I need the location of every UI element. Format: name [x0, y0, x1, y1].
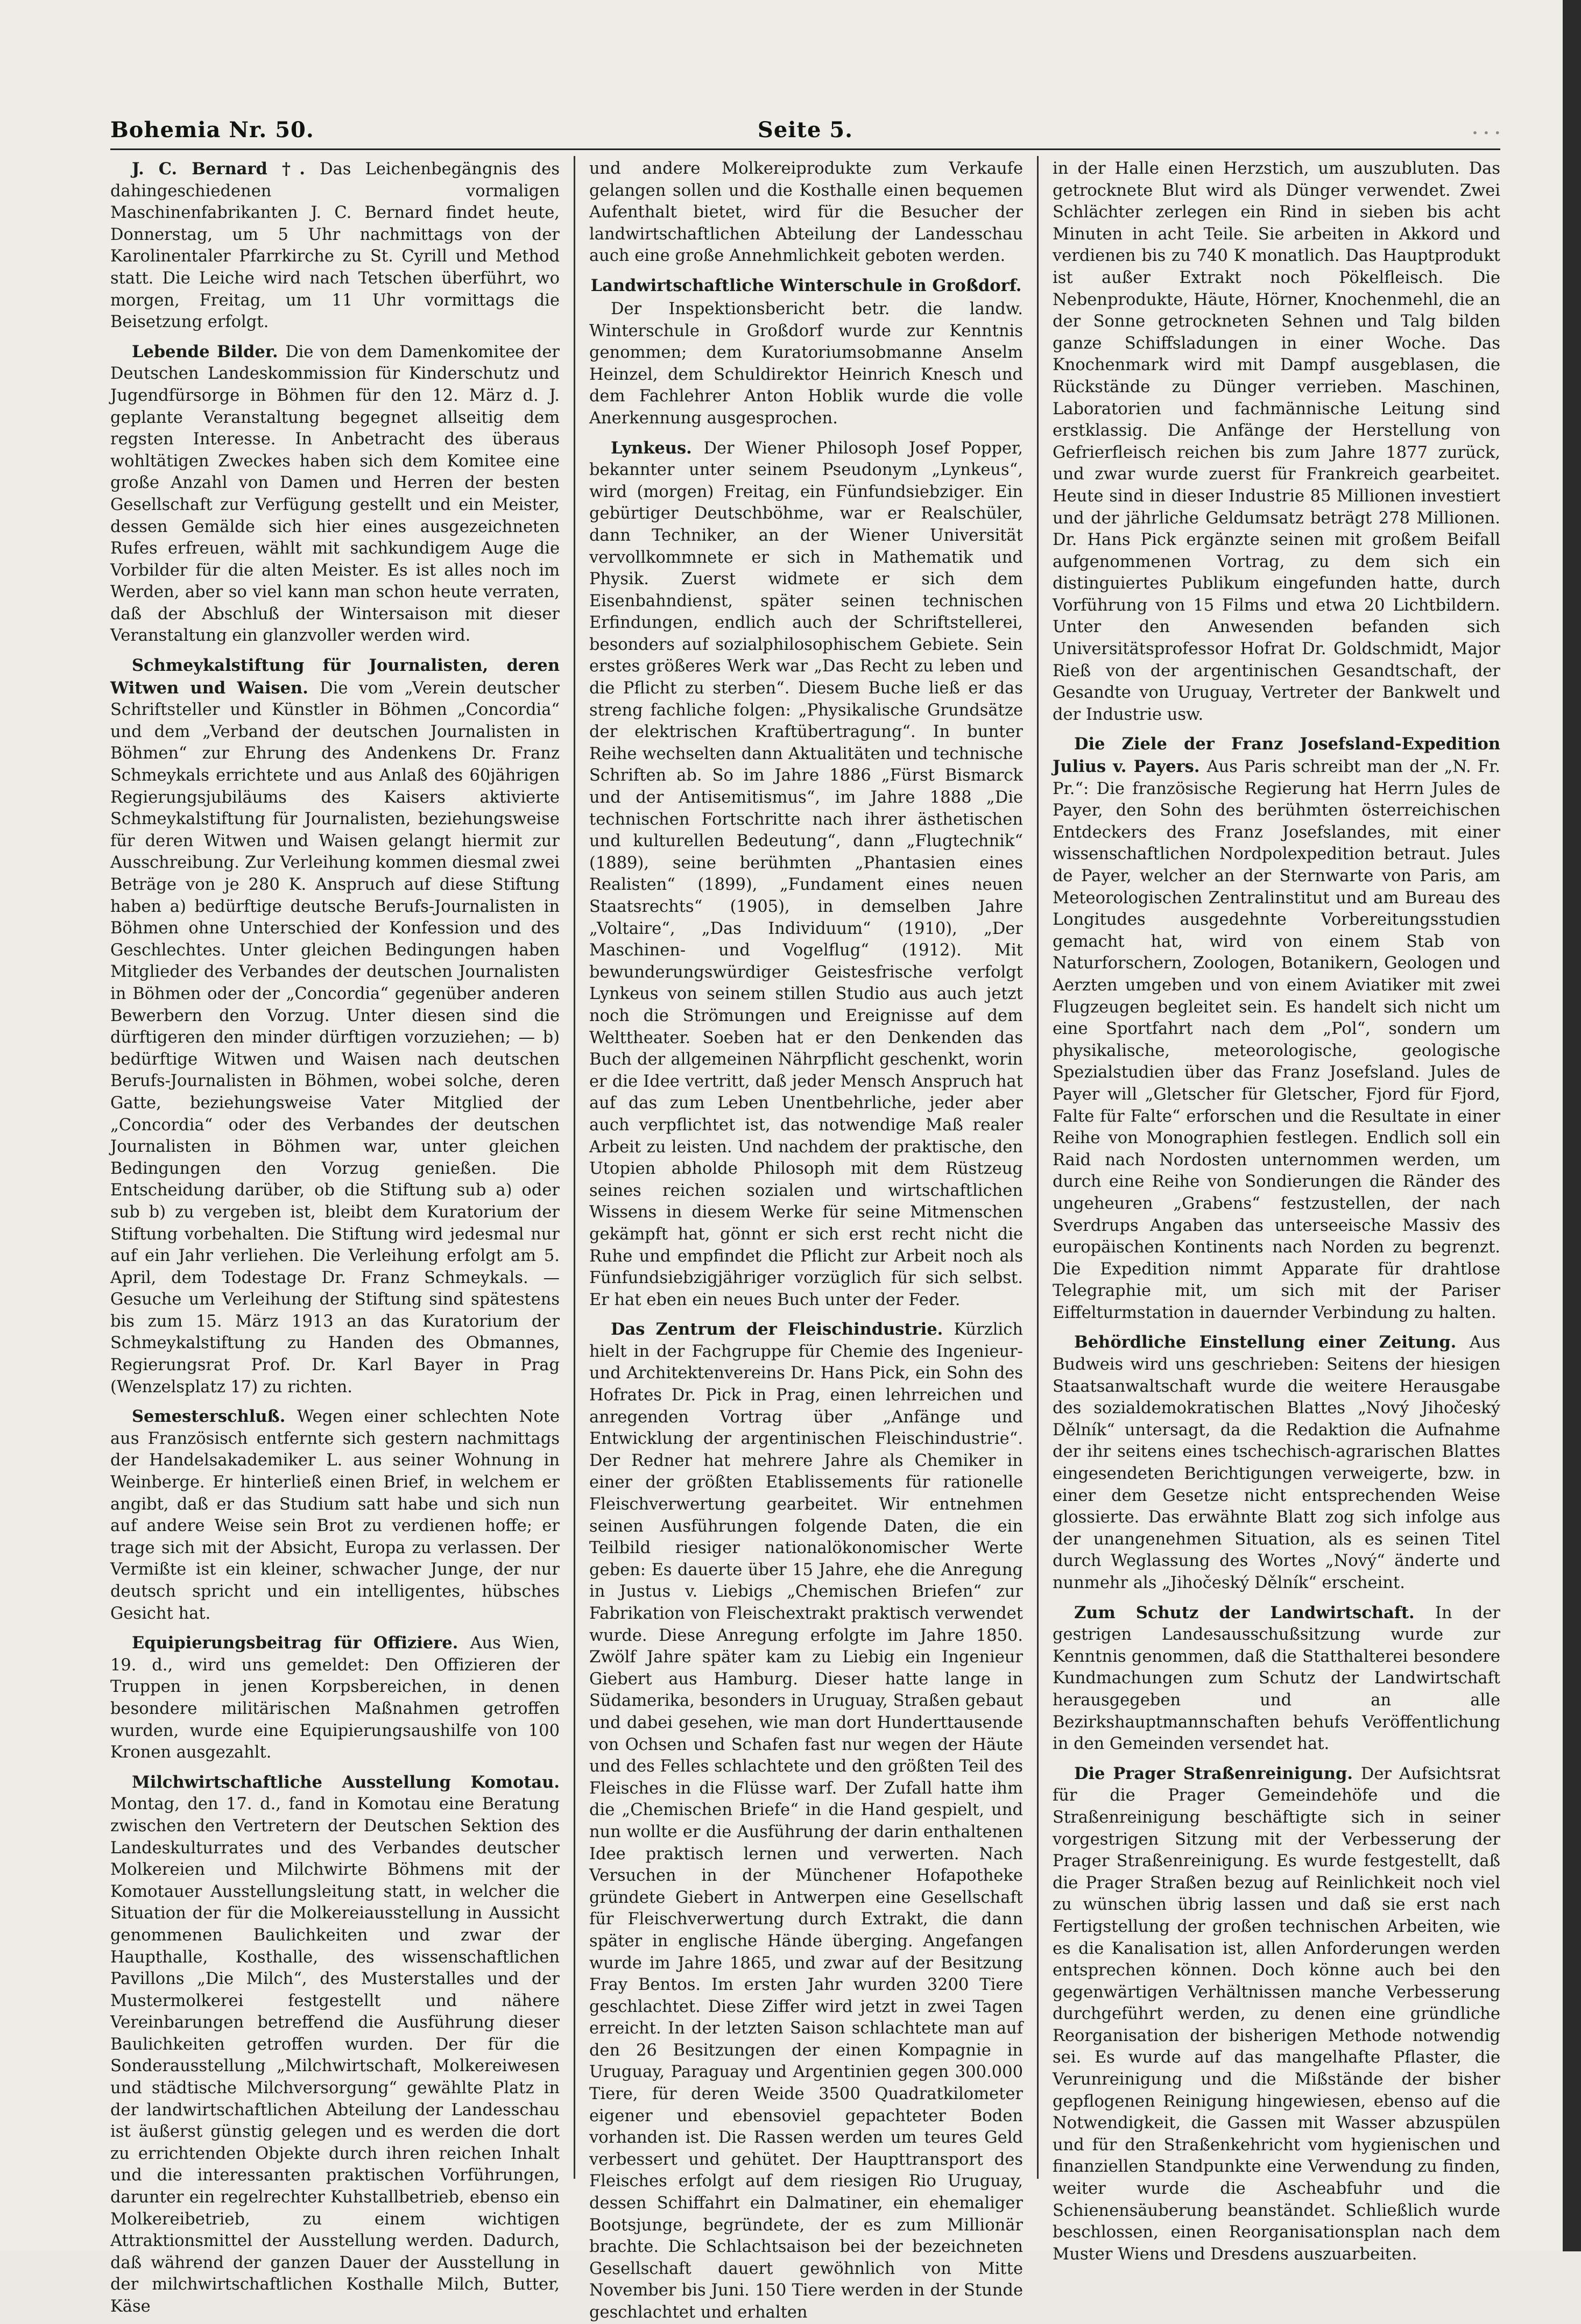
- article-body: [110, 655, 560, 1398]
- article: [110, 158, 560, 334]
- article-lead: Schmeykalstiftung für Journalisten, deren Witwen und Waisen.: [110, 656, 560, 698]
- article-lead: Die Ziele der Franz Josefsland-Expedition Julius v. Payers.: [1053, 734, 1500, 777]
- article-text: Der Wiener Philosoph Josef Popper, bekannter unter seinem Pseudonym „Lynkeus“, wird (morgen) Freitag, ein Fünfundsiebziger. Ein gebürtiger Deutschböhme, war er Realschüler, dann Techniker, an der Wiener Universität vervollkommnete er sich in Mathematik und Physik. Zuerst widmete er sich dem Eisenbahndienst, später seinen technischen Erfindungen, endlich auch der Schriftstellerei, besonders auf sozialphilosophischem Gebiete. Sein erstes größeres Werk war „Das Recht zu leben und die Pflicht zu sterben“. Diesem Buche ließ er das streng fachliche folgen: „Physikalische Grundsätze der elektrischen Kraftübertragung“. In bunter Reihe wechselten dann Aktualitäten und technische Schriften ab. So im Jahre 1886 „Fürst Bismarck und der Antisemitismus“, im Jahre 1888 „Die technischen Fortschritte nach ihrer ästhetischen und kulturellen Bedeutung“, dann „Flugtechnik“ (1889), seine berühmten „Phantasien eines Realisten“ (1899), „Fundament eines neuen Staatsrechts“ (1905), in demselben Jahre „Voltaire“, „Das Individuum“ (1910), „Der Maschinen- und Vogelflug“ (1912). Mit bewunderungswürdiger Geistesfrische verfolgt Lynkeus von seinem stillen Studio aus auch jetzt noch die Strömungen und Ereignisse auf dem Welttheater. Soeben hat er den Denkenden das Buch der allgemeinen Nährpflicht geschenkt, worin er die Idee vertritt, daß jeder Mensch Anspruch hat auf das zum Leben Unentbehrliche, jeder aber auch verpflichtet ist, das notwendige Maß realer Arbeit zu leisten. Und nachdem der praktische, den Utopien abholde Philosoph mit dem Rüstzeug seines reichen sozialen und wirtschaftlichen Wissens in diesem Werke für seine Mitmenschen gekämpft hat, gönnt er sich erst recht nicht die Ruhe und empfindet die Pflicht zur Arbeit noch als Fünfundsiebzigjähriger vorzüglich für sich selbst. Er hat eben ein neues Buch unter der Feder.: [589, 438, 1023, 1309]
- article-text: Aus Budweis wird uns geschrieben: Seitens der hiesigen Staatsanwaltschaft wurde die weitere Herausgabe des sozialdemokratischen Blattes „Nový Jihočeský Dělník“ untersagt, da die Redaktion die Aufnahme der ihr seitens eines tschechisch-agrarischen Blattes eingesendeten Berichtigungen verweigerte, bzw. in einer dem Gesetze nicht entsprechenden Weise glossierte. Das erwähnte Blatt zog sich infolge aus der unangenehmen Situation, als es seinen Titel durch Weglassung des Wortes „Nový“ änderte und nunmehr als „Jihočeský Dělník“ erscheint.: [1053, 1333, 1500, 1592]
- article: [1053, 1602, 1500, 1755]
- article: [1053, 1763, 1500, 2266]
- article-body: [110, 341, 560, 647]
- article: [589, 275, 1023, 430]
- article-body: [589, 299, 1023, 430]
- article: [110, 655, 560, 1398]
- article-body: [110, 1632, 560, 1764]
- header-rule: [110, 148, 1500, 150]
- article-text: und andere Molkereiprodukte zum Verkaufe gelangen sollen und die Kosthalle einen bequemen Aufenthalt bietet, wird für die Besucher der landwirtschaftlichen Abteilung der Landesschau auch eine große Annehmlichkeit geboten werden.: [589, 159, 1023, 266]
- article-text: Wegen einer schlechten Note aus Französisch entfernte sich gestern nachmittags der Handelsakademiker L. aus seiner Wohnung in Weinberge. Er hinterließ einen Brief, in welchem er angibt, daß er das Studium satt habe und sich nun auf andere Weise sein Brot zu verdienen hoffe; er trage sich mit der Absicht, Europa zu verlassen. Der Vermißte ist ein kleiner, schwacher Junge, der nur deutsch spricht und ein intelligentes, hübsches Gesicht hat.: [110, 1407, 560, 1623]
- article-lead: Semesterschluß.: [132, 1407, 297, 1427]
- article-lead: Die Prager Straßenreinigung.: [1074, 1763, 1361, 1783]
- article-body: [589, 437, 1023, 1312]
- article: [1053, 1331, 1500, 1594]
- article-body: [1053, 1331, 1500, 1594]
- article-headline: Landwirtschaftliche Winterschule in Großdorf.: [590, 275, 1022, 295]
- article-text: Die von dem Damenkomitee der Deutschen Landeskommission für Kinderschutz und Jugendfürsorge in Böhmen für den 12. März d. J. geplante Veranstaltung begegnet allseitig dem regsten Interesse. In Anbetracht des überaus wohltätigen Zweckes haben sich dem Komitee eine große Anzahl von Damen und Herren der besten Gesellschaft zur Verfügung gestellt und ein Meister, dessen Gemälde sich hier eines ausgezeichneten Rufes erfreuen, wählt mit sachkundigem Auge die Vorbilder für die alten Meister. Es ist alles noch im Werden, aber so viel kann man schon heute verraten, daß der Abschluß der Wintersaison mit dieser Veranstaltung ein glanzvoller werden wird.: [110, 342, 560, 646]
- article-body: [110, 1772, 560, 2318]
- column-3: [1037, 156, 1501, 2264]
- article: [110, 1632, 560, 1764]
- article-body: [1053, 733, 1500, 1324]
- column-2: [574, 156, 1037, 2322]
- article-body: [589, 1319, 1023, 2323]
- article-text: Das Leichenbegängnis des dahingeschiedenen vormaligen Maschinenfabrikanten J. C. Bernard findet heute, Donnerstag, um 5 Uhr nachmittags von der Karolinentaler Pfarrkirche zu St. Cyrill und Method statt. Die Leiche wird nach Tetschen überführt, wo morgen, Freitag, um 11 Uhr vormittags die Beisetzung erfolgt.: [110, 160, 560, 332]
- article-body: [1053, 1602, 1500, 1755]
- article-text: Kürzlich hielt in der Fachgruppe für Chemie des Ingenieur- und Architektenvereins Dr. Hans Pick, ein Sohn des Hofrates Dr. Pick in Prag, einen lehrreichen und anregenden Vortrag über „Anfänge und Entwicklung der argentinischen Fleischindustrie“. Der Redner hat mehrere Jahre als Chemiker in einer der größten Etablissements für rationelle Fleischverwertung gearbeitet. Wir entnehmen seinen Ausführungen folgende Daten, die ein Teilbild riesiger nationalökonomischer Werte geben: Es dauerte über 15 Jahre, ehe die Anregung in Justus v. Liebigs „Chemischen Briefen“ zur Fabrikation von Fleischextrakt praktisch verwendet wurde. Diese Anregung erfolgte im Jahre 1850. Zwölf Jahre später kam zu Liebig ein Ingenieur Giebert aus Hamburg. Dieser hatte lange in Südamerika, besonders in Uruguay, Straßen gebaut und dabei gesehen, wie man dort Hunderttausende von Ochsen und Schafen fast nur wegen der Häute und des Felles schlachtete und den größten Teil des Fleisches in die Flüsse warf. Der Zufall hatte ihm die „Chemischen Briefe“ in die Hand gespielt, und nun wollte er die Ausführung der darin enthaltenen Idee praktisch lernen und verwerten. Nach Versuchen in der Münchener Hofapotheke gründete Giebert in Antwerpen eine Gesellschaft für Fleischverwertung durch Extrakt, die dann später in englische Hände überging. Angefangen wurde im Jahre 1865, und zwar auf der Besitzung Fray Bentos. Im ersten Jahr wurden 3200 Tiere geschlachtet. Diese Ziffer wird jetzt in zwei Tagen erreicht. In der letzten Saison schlachtete man auf den 26 Besitzungen der einen Kompagnie in Uruguay, Paraguay und Argentinien gegen 300.000 Tiere, für deren Weide 3500 Quadratkilometer eigener und ebensoviel gepachteter Boden vorhanden ist. Die Rassen werden um teures Geld verbessert und gehütet. Der Haupttransport des Fleisches erfolgt auf dem riesigen Rio Uruguay, dessen Schiffahrt ein Dalmatiner, ein ehemaliger Bootsjunge, begründete, der es zum Millionär brachte. Die Schlachtsaison bei der bezeichneten Gesellschaft dauert gewöhnlich von Mitte November bis Juni. 150 Tiere werden in der Stunde geschlachtet und erhalten: [589, 1320, 1023, 2322]
- article-lead: Lebende Bilder.: [132, 342, 286, 362]
- column-1: [110, 156, 574, 2316]
- article: [110, 341, 560, 647]
- scan-edge: [1563, 0, 1581, 2251]
- article: [1053, 733, 1500, 1324]
- article: [110, 1772, 560, 2318]
- header-marks: · · ·: [1472, 124, 1500, 143]
- article-lead: Zum Schutz der Landwirtschaft.: [1074, 1603, 1435, 1622]
- masthead-issue: Bohemia Nr. 50.: [110, 117, 314, 143]
- article: [589, 437, 1023, 1312]
- article-lead: Das Zentrum der Fleischindustrie.: [611, 1320, 954, 1340]
- article-lead: Lynkeus.: [611, 438, 704, 458]
- article-lead: Behördliche Einstellung einer Zeitung.: [1074, 1333, 1470, 1352]
- article-text: Der Aufsichtsrat für die Prager Gemeindehöfe und die Straßenreinigung beschäftigte sich in seiner vorgestrigen Sitzung mit der Verbesserung der Prager Straßenreinigung. Es wurde festgestellt, daß die Prager Straßen bezug auf Reinlichkeit noch viel zu wünschen übrig lassen und daß sie erst nach Fertigstellung der großen technischen Arbeiten, wie es die Kanalisation ist, allen Anforderungen werden entsprechen können. Doch könne auch bei den gegenwärtigen Verhältnissen manche Verbesserung durchgeführt werden, zu denen eine gründliche Reorganisation der bisherigen Methode notwendig sei. Es wurde auf das mangelhafte Pflaster, die Verunreinigung und die Mißstände der bisher gepflogenen Reinigung hingewiesen, ebenso auf die Notwendigkeit, die Gassen mit Wasser abzuspülen und für den Straßenkehricht vom hygienischen und finanziellen Standpunkte eine Verwendung zu finden, weiter wurde die Ascheabfuhr und die Schienensäuberung beanständet. Schließlich wurde beschlossen, einen Reorganisationsplan nach dem Muster Wiens und Dresdens auszuarbeiten.: [1053, 1764, 1500, 2264]
- article: [1053, 158, 1500, 726]
- article-body: [110, 1406, 560, 1625]
- article-text: In der gestrigen Landesausschußsitzung wurde zur Kenntnis genommen, daß die Statthalterei besondere Kundmachungen zum Schutz der Landwirtschaft herausgegeben und an alle Bezirkshauptmannschaften behufs Veröffentlichung in den Gemeinden versendet hat.: [1053, 1603, 1500, 1754]
- article-body: [1053, 158, 1500, 726]
- article: [589, 1319, 1023, 2323]
- article-body: [110, 158, 560, 334]
- page-number: Seite 5.: [757, 117, 853, 143]
- article-body: [1053, 1763, 1500, 2266]
- article-text: Die vom „Verein deutscher Schriftsteller und Künstler in Böhmen „Concordia“ und dem „Verband der deutschen Journalisten in Böhmen“ zur Ehrung des Andenkens Dr. Franz Schmeykals errichtete und aus Anlaß des 60jährigen Regierungsjubiläums des Kaisers aktivierte Schmeykalstiftung für Journalisten, beziehungsweise für deren Witwen und Waisen gelangt hiermit zur Ausschreibung. Zur Verleihung kommen diesmal zwei Beträge von je 280 K. Anspruch auf diese Stiftung haben a) bedürftige deutsche Berufs-Journalisten in Böhmen ohne Unterschied der Konfession und des Geschlechtes. Unter gleichen Bedingungen haben Mitglieder des Verbandes der deutschen Journalisten in Böhmen oder der „Concordia“ gegenüber anderen Bewerbern den Vorzug. Unter diesen sind die dürftigeren den minder dürftigen vorzuziehen; — b) bedürftige Witwen und Waisen nach deutschen Berufs-Journalisten in Böhmen, wobei solche, deren Gatte, beziehungsweise Vater Mitglied der „Concordia“ oder des Verbandes der deutschen Journalisten in Böhmen war, unter gleichen Bedingungen den Vorzug genießen. Die Entscheidung darüber, ob die Stiftung sub a) oder sub b) zu vergeben ist, bleibt dem Kuratorium der Stiftung vorbehalten. Die Stiftung wird jedesmal nur auf ein Jahr verliehen. Die Verleihung erfolgt am 5. April, dem Todestage Dr. Franz Schmeykals. — Gesuche um Verleihung der Stiftung sind spätestens bis zum 15. März 1913 an das Kuratorium der Schmeykalstiftung zu Handen des Obmannes, Regierungsrat Prof. Dr. Karl Bayer in Prag (Wenzelsplatz 17) zu richten.: [110, 678, 560, 1397]
- text-columns: [110, 156, 1501, 2322]
- article-lead: J. C. Bernard †.: [132, 159, 320, 179]
- article-lead: Equipierungsbeitrag für Offiziere.: [132, 1633, 470, 1653]
- page-header: [110, 110, 1500, 143]
- article-body: [589, 158, 1023, 267]
- article-text: Aus Paris schreibt man der „N. Fr. Pr.“: Die französische Regierung hat Herrn Jules de Payer, den Sohn des berühmten österreichischen Entdeckers des Franz Josefslandes, mit einer wissenschaftlichen Nordpolexpedition betraut. Jules de Payer, welcher an der Sternwarte von Paris, am Meteorologischen Zentralinstitut und am Bureau des Longitudes ausgedehnte Vorbereitungsstudien gemacht hat, wird von einem Stab von Naturforschern, Zoologen, Botanikern, Geologen und Aerzten umgeben und von einem Aviatiker mit zwei Flugzeugen begleitet sein. Es handelt sich nicht um eine Sportfahrt nach dem „Pol“, sondern um physikalische, meteorologische, geologische Spezialstudien über das Franz Josefsland. Jules de Payer will „Gletscher für Gletscher, Fjord für Fjord, Falte für Falte“ erforschen und die Resultate in einer Reihe von Monographien festlegen. Endlich soll ein Raid nach Nordosten unternommen werden, um durch eine Reihe von Sondierungen die Ränder des ungeheuren „Grabens“ festzustellen, der nach Sverdrups Angaben das unterseeische Massiv des europäischen Kontinents nach Norden zu begrenzt. Die Expedition nimmt Apparate für drahtlose Telegraphie mit, um sich mit der Pariser Eiffelturmstation in dauernder Verbindung zu halten.: [1053, 757, 1501, 1322]
- article-text: Montag, den 17. d., fand in Komotau eine Beratung zwischen den Vertretern der Deutschen Sektion des Landeskulturrates und des Verbandes deutscher Molkereien und Milchwirte Böhmens mit der Komotauer Ausstellungsleitung statt, in welcher die Situation der für die Molkereiausstellung in Aussicht genommenen Baulichkeiten und zwar der Haupthalle, Kosthalle, des wissenschaftlichen Pavillons „Die Milch“, des Musterstalles und der Mustermolkerei festgestellt und nähere Vereinbarungen betreffend die Ausführung dieser Baulichkeiten getroffen wurden. Der für die Sonderausstellung „Milchwirtschaft, Molkereiwesen und städtische Milchversorgung“ gewählte Platz in der landwirtschaftlichen Abteilung der Landesschau ist äußerst günstig gelegen und es werden die dort zu errichtenden Objekte durch ihren reichen Inhalt und die interessanten praktischen Vorführungen, darunter ein regelrechter Kuhstallbetrieb, ebenso ein Molkereibetrieb, zu einem wichtigen Attraktionsmittel der Ausstellung werden. Dadurch, daß während der ganzen Dauer der Ausstellung in der milchwirtschaftlichen Kosthalle Milch, Butter, Käse: [110, 1795, 560, 2316]
- article-text: in der Halle einen Herzstich, um auszubluten. Das getrocknete Blut wird als Dünger verwendet. Zwei Schlächter zerlegen ein Rind in sieben bis acht Minuten in acht Teile. Sie arbeiten in Akkord und verdienen bis zu 740 K monatlich. Das Hauptprodukt ist außer Extrakt noch Pökelfleisch. Die Nebenprodukte, Häute, Hörner, Knochenmehl, die an der Sonne getrockneten Sehnen und Talg bilden ganze Schiffsladungen in einer Woche. Das Knochenmark wird mit Dampf ausgeblasen, die Rückstände zu Dünger verrieben. Maschinen, Laboratorien und fachmännische Leitung sind erstklassig. Die Anfänge der Herstellung von Gefrierfleisch reichen bis zum Jahre 1877 zurück, und zwar wurde zuerst für Frankreich gearbeitet. Heute sind in dieser Industrie 85 Millionen investiert und der jährliche Geldumsatz beträgt 278 Millionen. Dr. Hans Pick ergänzte seinen mit großem Beifall aufgenommenen Vortrag, zu dem sich ein distinguiertes Publikum eingefunden hatte, durch Vorführung von 15 Films und etwa 20 Lichtbildern. Unter den Anwesenden befanden sich Universitätsprofessor Hofrat Dr. Goldschmidt, Major Rieß von der argentinischen Gesandtschaft, der Gesandte von Uruguay, Vertreter der Bankwelt und der Industrie usw.: [1053, 159, 1500, 724]
- article-text: Aus Wien, 19. d., wird uns gemeldet: Den Offizieren der Truppen in jenen Korpsbereichen, in denen besondere militärischen Maßnahmen getroffen wurden, wurde eine Equipierungsaushilfe von 100 Kronen ausgezahlt.: [110, 1634, 560, 1762]
- article-lead: Milchwirtschaftliche Ausstellung Komotau.: [132, 1772, 560, 1792]
- article-text: Der Inspektionsbericht betr. die landw. Winterschule in Großdorf wurde zur Kenntnis genommen; dem Kuratoriumsobmanne Anselm Heinzel, dem Schuldirektor Heinrich Knesch und dem Fachlehrer Anton Hoblik wurde die volle Anerkennung ausgesprochen.: [589, 299, 1023, 428]
- article: [110, 1406, 560, 1625]
- article: [589, 158, 1023, 267]
